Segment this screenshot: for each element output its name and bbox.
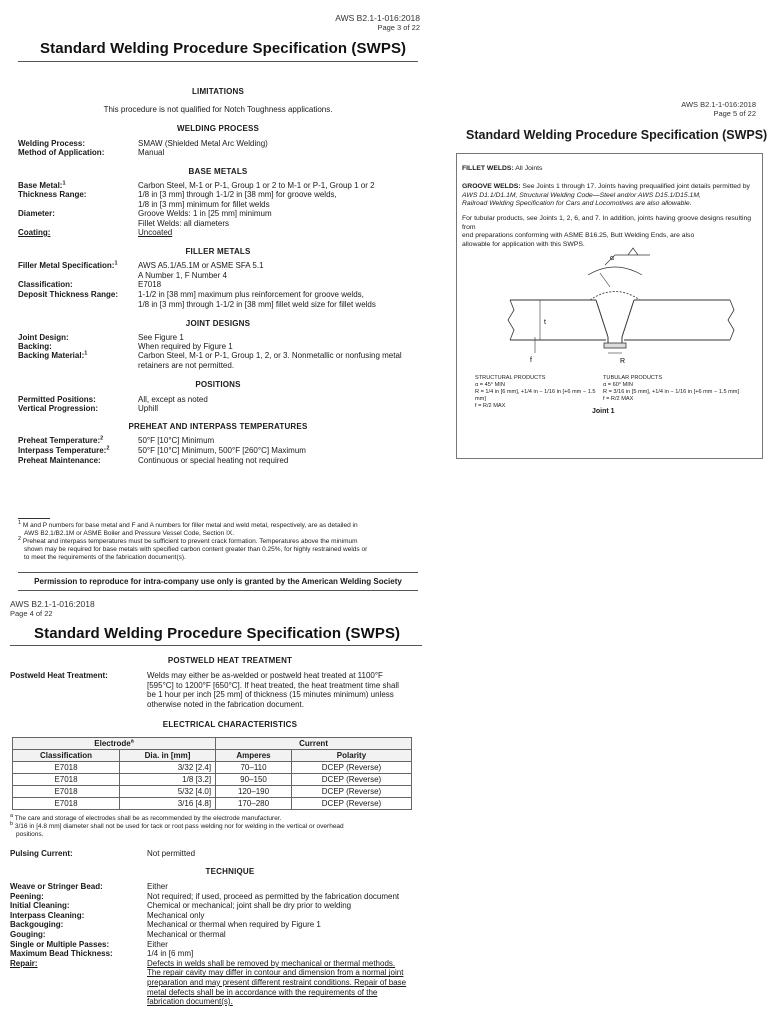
value-line: [595°C] to 1200°F [650°C]. If heat treated, the heat treatment time shall [147,680,399,690]
value: Either [147,882,168,891]
group-current: Current [216,738,412,750]
cell: 5/32 [4.0] [120,786,216,798]
technique-row [10,892,406,902]
technique-row [10,920,406,930]
value-line: 1/8 in [3 mm] through 1-1/2 in [38 mm] fillet weld size for fillet welds [138,299,376,309]
alpha-label: α [610,255,615,262]
row-preheat [18,436,214,446]
value-line: The repair cavity may differ in contour and dimension from a normal joint [147,968,404,978]
cell: 70–110 [216,762,292,774]
table-row [13,762,412,774]
value-line: 1-1/2 in [38 mm] maximum plus reinforcement for groove welds, [138,290,364,299]
preheat-heading: PREHEAT AND INTERPASS TEMPERATURES [128,422,308,431]
value-line: Groove Welds: 1 in [25 mm] minimum [138,209,272,218]
label: Backgouging: [10,920,64,930]
label-text: Backing Material: [18,351,85,360]
label: GROOVE WELDS: [462,183,521,190]
value-line: A Number 1, F Number 4 [138,270,227,280]
figure-caption: Joint 1 [592,408,615,415]
value [138,209,272,228]
footnote-rule [18,518,50,519]
value: Carbon Steel, M-1 or P-1, Group 1 or 2 to M-1 or P-1, Group 1 or 2 [138,181,375,190]
weld-cap [590,292,640,301]
value: Chemical or mechanical; joint shall be dry prior to welding [147,901,352,911]
label: Deposit Thickness Range: [18,290,119,299]
cell: 1/8 [3.2] [120,774,216,786]
title-rule [18,61,418,62]
value: Mechanical or thermal [147,929,226,939]
value-line: otherwise noted in the fabrication document. [147,699,304,709]
permission-rule-bottom [18,590,418,591]
cell-text: 3/16 [4.8] [177,799,212,808]
row-thickness [18,190,337,209]
label: Interpass Cleaning: [10,910,85,920]
cell: 90–150 [216,774,292,786]
value-line: metal defects shall be in accordance with the requirements of the [147,987,378,997]
label: Gouging: [10,929,46,939]
value-line: Fillet Welds: all diameters [138,218,229,228]
cell: E7018 [13,762,120,774]
label: Single or Multiple Passes: [10,939,110,949]
row-filler-spec [18,261,264,280]
f-label: f [530,357,532,364]
value: Uncoated [138,228,173,237]
value: 1/4 in [6 mm] [147,949,194,959]
table-header [13,750,412,762]
cell: 170–280 [216,798,292,810]
cell: E7018 [13,774,120,786]
tubular-heading: TUBULAR PRODUCTS [603,375,663,381]
group-electrode: Electrode$^a$ [13,738,216,750]
col-diameter: Dia. in [mm] [120,750,216,762]
positions-heading: POSITIONS [195,380,241,389]
value: SMAW (Shielded Metal Arc Welding) [138,139,268,148]
value [147,671,399,709]
label: Weave or Stringer Bead: [10,882,103,891]
value: Either [147,939,168,949]
label: Preheat Temperature:$^2$ [18,435,104,445]
label: Peening: [10,891,44,901]
row-preheat-maintenance [18,456,288,466]
value-line: For tubular products, see Joints 1, 2, 6, and 7. In addition, joints having groove designs resulting from [462,215,752,231]
technique-row [10,901,406,911]
value: Manual [138,148,165,157]
label: Coating: [18,228,51,237]
doc-id-header [335,13,420,33]
value: Uphill [138,404,159,413]
footnote-1: $^1$ M and P numbers for base metal and F and A numbers for filler metal and weld metal, respectively, are as detailed in [18,519,358,529]
label: Permitted Positions: [18,395,96,404]
footnote-text: M and P numbers for base metal and F and A numbers for filler metal and weld metal, respectively, are as detailed in [22,522,358,529]
value: Continuous or special heating not required [138,456,289,465]
alpha-leader [600,273,610,287]
doc-id: AWS B2.1-1-016:2018 [10,599,95,609]
row-classification [18,280,161,290]
value-line: allowable for application with this SWPS. [462,240,585,248]
technique-list [10,882,406,1007]
label: Maximum Bead Thickness: [10,949,113,959]
value-line: Defects in welds shall be removed by mechanical or thermal methods. [147,958,396,968]
technique-row [10,949,406,959]
structural-line: α = 45° MIN [475,382,505,388]
value-line: be 1 hour per inch [25 mm] of thickness (15 minutes minimum) unless [147,690,394,700]
value: All Joints [515,165,543,172]
pwht-heading: POSTWELD HEAT TREATMENT [167,656,293,665]
note-a: $^a$ The care and storage of electrodes shall be as recommended by the electrode manufacturer. [10,812,282,822]
page-title: Standard Welding Procedure Specification (SWPS) [466,128,768,142]
tubular-products [603,375,758,403]
label-text: Interpass Temperature: [18,446,107,455]
value-line: AWS A5.1/A5.1M or ASME SFA 5.1 [138,261,264,270]
label: Repair: [10,958,38,968]
electrical-table [12,737,412,810]
value-line: Carbon Steel, M-1 or P-1, Group 1, 2, or 3. Nonmetallic or nonfusing metal [138,351,402,360]
page-title: Standard Welding Procedure Specification (SWPS) [34,625,401,642]
table-row [13,786,412,798]
left-bevel [596,300,608,337]
row-method [18,148,164,158]
page-number: Page 4 of 22 [10,609,53,618]
table-row [13,798,412,810]
doc-id: AWS B2.1-1-016:2018 [681,100,756,109]
electrical-heading: ELECTRICAL CHARACTERISTICS [162,720,298,729]
title-rule [10,645,422,646]
r-label: R [620,358,626,365]
value-line: AWS D1.1/D1.1M, Structural Welding Code—Steel and/or AWS D15.1/D15.1M, [462,191,701,199]
cell: 120–190 [216,786,292,798]
technique-row [10,911,406,921]
filler-metals-heading: FILLER METALS [185,247,251,256]
limitations-text: This procedure is not qualified for Notch Toughness applications. [103,105,333,114]
structural-line: R = 1/4 in [6 mm], +1/4 in − 1/16 in [+6 mm − 1.5 mm] [475,389,596,402]
break-right [728,300,734,340]
footnote-text: Preheat and interpass temperatures must be sufficient to prevent crack formation. Temperatures above the minimum [22,538,358,545]
value: Mechanical only [147,910,205,920]
col-polarity: Polarity [291,750,411,762]
cell: E7018 [13,798,120,810]
joint-designs-heading: JOINT DESIGNS [185,319,251,328]
value [138,190,337,209]
cell: E7018 [13,786,120,798]
doc-id-header [681,100,756,118]
row-coating [18,228,172,238]
footnotes [18,519,418,562]
label: Filler Metal Specification:$^1$ [18,260,118,270]
label: Interpass Temperature:$^2$ [18,445,110,455]
technique-row [10,882,406,892]
tubular-line: α = 60° MIN [603,382,633,388]
cell: DCEP (Reverse) [291,762,411,774]
footnote-2: $^2$ Preheat and interpass temperatures must be sufficient to prevent crack formation. Temperatures above the minimum [18,535,358,545]
row-diameter [18,209,272,228]
structural-line: f = R/2 MAX [475,403,506,409]
welding-process-heading: WELDING PROCESS [176,124,260,133]
cell [120,798,216,810]
cell: 3/32 [2.4] [120,762,216,774]
value-line: end preparations conforming with ASME B16.25, Butt Welding Ends, are also [462,232,695,239]
base-metals-heading: BASE METALS [188,167,248,176]
value [147,959,406,1007]
groove-welds-block [462,183,757,209]
footnote-text: to meet the requirements of the fabrication document(s). [24,554,186,561]
value-line: Welds may either be as-welded or postweld heat treated at 1100°F [147,671,383,680]
label: FILLET WELDS: [462,165,514,172]
tubular-line: R = 3/16 in [5 mm], +1/4 in − 1/16 in [+6 mm − 1.5 mm] [603,389,740,395]
value-line: fabrication document(s). [147,997,233,1007]
label: Method of Application: [18,148,105,157]
cell: DCEP (Reverse) [291,798,411,810]
row-backing-material [18,351,402,370]
backing-bar [604,343,626,348]
table-group-header [13,738,412,750]
structural-heading: STRUCTURAL PRODUCTS [475,375,546,381]
col-amperes: Amperes [216,750,292,762]
technique-row [10,940,406,950]
value-line: 1/8 in [3 mm] minimum for fillet welds [138,199,270,209]
label-text: Filler Metal Specification: [18,261,115,270]
label: Preheat Maintenance: [18,456,101,465]
value [138,351,402,370]
value-line: retainers are not permitted. [138,360,235,370]
note-text: The care and storage of electrodes shall be as recommended by the electrode manufacturer. [14,815,282,822]
value: Not permitted [147,849,196,858]
alpha-arc [588,267,642,275]
label: Postweld Heat Treatment: [10,671,108,680]
table-row [13,774,412,786]
row-vertical-progression [18,404,158,414]
technique-row [10,930,406,940]
note-text: positions. [16,831,44,838]
electrical-notes [10,812,440,839]
value: 50°F [10°C] Minimum, 500°F [260°C] Maximum [138,446,306,455]
value: Mechanical or thermal when required by Figure 1 [147,920,321,930]
label: Joint Design: [18,333,69,342]
value: All, except as noted [138,395,208,404]
structural-products [475,375,605,410]
label: Base Metal:$^1$ [18,180,66,190]
label-text: Preheat Temperature: [18,436,101,445]
joint-1-diagram [500,245,740,375]
value-line: Railroad Welding Specification for Cars and Locomotives are also allowable. [462,200,692,207]
label: Classification: [18,280,73,289]
value: 50°F [10°C] Minimum [138,436,215,445]
right-bevel [622,300,634,337]
permission-notice: Permission to reproduce for intra-company use only is granted by the American Welding Society [34,577,402,586]
label: Diameter: [18,209,55,218]
fillet-welds-line [462,165,542,174]
page-title: Standard Welding Procedure Specification (SWPS) [40,40,407,57]
value: Not required; if used, proceed as permitted by the fabrication document [147,891,400,901]
row-deposit-thickness [18,290,376,309]
permission-rule-top [18,572,418,573]
value: E7018 [138,280,162,289]
col-classification: Classification [13,750,120,762]
page-number: Page 3 of 22 [377,23,420,32]
tubular-note-block [462,215,757,249]
cell: DCEP (Reverse) [291,786,411,798]
label: Thickness Range: [18,190,87,199]
note-text: 3/16 in [4.8 mm] diameter shall not be used for tack or root pass welding nor for welding in the vertical or overhead [14,823,344,830]
doc-id: AWS B2.1-1-016:2018 [335,13,420,23]
cell: DCEP (Reverse) [291,774,411,786]
label: Welding Process: [18,139,85,148]
value-line: 1/8 in [3 mm] through 1-1/2 in [38 mm] for groove welds, [138,190,337,199]
value-line: See Joints 1 through 17. Joints having prequalified joint details permitted by [522,183,750,190]
technique-heading: TECHNIQUE [205,867,255,876]
label: Vertical Progression: [18,404,99,413]
group-label: Electrode [94,739,131,748]
value: See Figure 1 [138,333,184,342]
tubular-line: f = R/2 MAX [603,396,634,402]
footnote-text: AWS B2.1/B2.1M or ASME Boiler and Pressure Vessel Code, Section IX. [24,530,235,537]
value [138,261,264,280]
doc-id-header [10,599,95,619]
page-number: Page 5 of 22 [713,109,756,118]
limitations-heading: LIMITATIONS [191,87,245,96]
technique-row-repair [10,959,406,1007]
label-text: Base Metal: [18,181,63,190]
row-pwht [10,671,399,709]
label: Backing: [18,342,52,351]
value-line: preparation and may present different restraint conditions. Repair of base [147,977,407,987]
row-interpass [18,446,306,456]
weld-symbol-v [628,248,638,255]
label: Backing Material:$^1$ [18,350,88,360]
break-left [508,300,514,340]
value [138,290,376,309]
footnote-text: shown may be required for base metals with specified carbon content greater than 0.25%, for highly restrained welds or [24,546,368,553]
note-b: $^b$ 3/16 in [4.8 mm] diameter shall not be used for tack or root pass welding nor for welding in the vertical or overhead [10,820,344,830]
value: When required by Figure 1 [138,342,233,351]
label: Pulsing Current: [10,849,73,858]
t-label: t [544,319,546,326]
row-pulsing [10,849,195,859]
label: Initial Cleaning: [10,901,70,911]
